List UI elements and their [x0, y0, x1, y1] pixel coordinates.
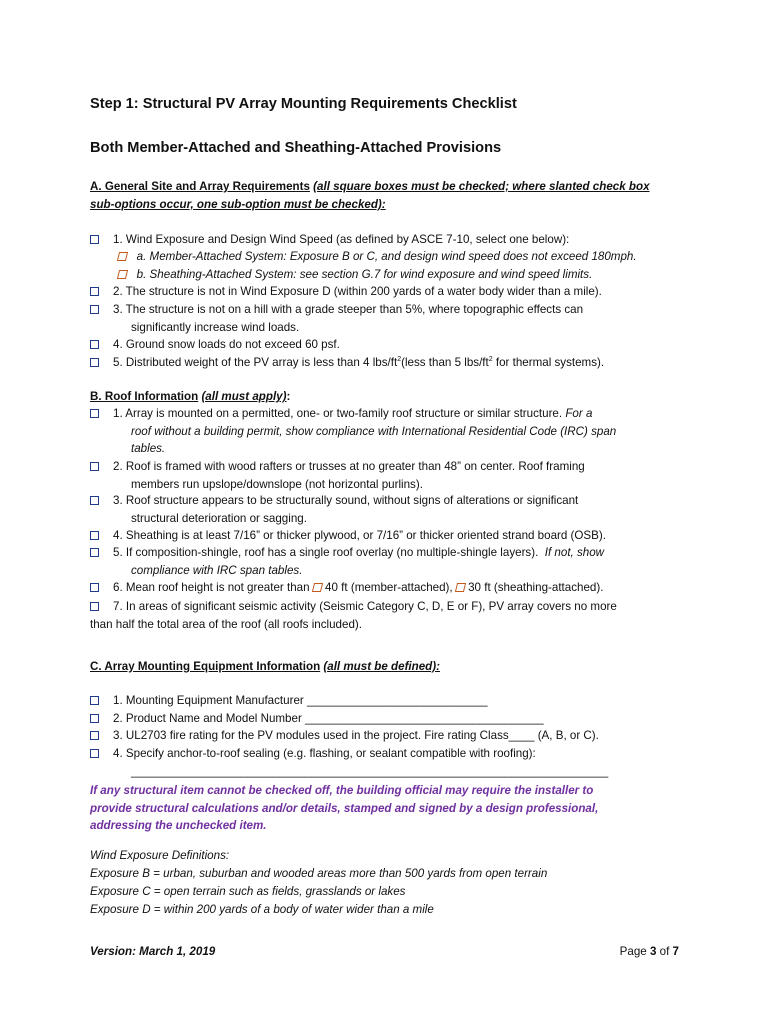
definitions-heading: Wind Exposure Definitions:: [90, 849, 230, 862]
checkbox[interactable]: [90, 235, 99, 244]
checklist-c4: 4. Specify anchor-to-roof sealing (e.g. flashing, or sealant compatible with roofing): __________________________________________________________________________: [90, 745, 690, 780]
checklist-b5: 5. If composition-shingle, roof has a single roof overlay (no multiple-shingle layers). If not, show compliance with IRC span tables.: [90, 544, 690, 579]
checklist-a5: 5. Distributed weight of the PV array is less than 4 lbs/$ft^2(less$ than 5 lbs/$ft^2$ for thermal systems).: [90, 354, 690, 372]
warning-text: If any structural item cannot be checked off, the building official may require the installer to provide structural calculations and/or details, stamped and signed by a design professional, addressing the unchecked item.: [90, 784, 599, 832]
checkbox[interactable]: [90, 583, 99, 592]
section-a-heading: A. General Site and Array Requirements (all square boxes must be checked; where slanted check box: [90, 180, 650, 193]
slanted-checkbox[interactable]: [312, 583, 323, 592]
checklist-c3: 3. UL2703 fire rating for the PV modules used in the project. Fire rating Class____ (A, B, or C).: [90, 727, 690, 745]
checkbox[interactable]: [90, 731, 99, 740]
checkbox[interactable]: [90, 696, 99, 705]
slanted-checkbox[interactable]: [117, 270, 128, 279]
slanted-checkbox[interactable]: [455, 583, 466, 592]
checkbox[interactable]: [90, 340, 99, 349]
checklist-b2: 2. Roof is framed with wood rafters or trusses at no greater than 48” on center. Roof framing members run upslope/downslope (not horizontal purlins).: [90, 458, 690, 493]
definition-exposure-c: Exposure C = open terrain such as fields, grasslands or lakes: [90, 885, 406, 898]
checklist-a2: 2. The structure is not in Wind Exposure D (within 200 yards of a water body wider than a mile).: [90, 283, 690, 301]
checklist-b7: 7. In areas of significant seismic activity (Seismic Category C, D, E or F), PV array covers no more than half the total area of the roof (all roofs included).: [90, 600, 617, 631]
checkbox[interactable]: [90, 496, 99, 505]
checklist-a1a: a. Member-Attached System: Exposure B or C, and design wind speed does not exceed 180mph.: [118, 248, 637, 266]
definition-exposure-d: Exposure D = within 200 yards of a body of water wider than a mile: [90, 903, 434, 916]
checklist-a1: 1. Wind Exposure and Design Wind Speed (as defined by ASCE 7-10, select one below):: [90, 231, 690, 249]
checkbox[interactable]: [90, 305, 99, 314]
section-a-note: sub-options occur, one sub-option must be checked):: [90, 198, 386, 211]
checklist-b3: 3. Roof structure appears to be structurally sound, without signs of alterations or significant structural deterioration or sagging.: [90, 492, 690, 527]
page-subtitle: Both Member-Attached and Sheathing-Attached Provisions: [90, 140, 502, 156]
checklist-b1: 1. Array is mounted on a permitted, one- or two-family roof structure or similar structure. For a roof without a building permit, show compliance with International Residential Code (IRC) span tables.: [90, 405, 690, 458]
checklist-a4: 4. Ground snow loads do not exceed 60 psf.: [90, 336, 690, 354]
section-c-heading: C. Array Mounting Equipment Information (all must be defined):: [90, 660, 440, 673]
answer-line: __________________________________________________________________________: [131, 764, 609, 778]
page-number: Page 3 of 7: [619, 945, 679, 958]
checkbox[interactable]: [90, 531, 99, 540]
checklist-a3: 3. The structure is not on a hill with a grade steeper than 5%, where topographic effects can significantly increase wind loads.: [90, 301, 690, 336]
section-b-heading: B. Roof Information (all must apply):: [90, 390, 291, 403]
checkbox[interactable]: [90, 749, 99, 758]
checkbox[interactable]: [90, 602, 99, 611]
checklist-b4: 4. Sheathing is at least 7/16” or thicker plywood, or 7/16” or thicker oriented strand board (OSB).: [90, 527, 690, 545]
definition-exposure-b: Exposure B = urban, suburban and wooded areas more than 500 yards from open terrain: [90, 867, 548, 880]
checklist-c2: 2. Product Name and Model Number _____________________________________: [90, 710, 690, 728]
slanted-checkbox[interactable]: [117, 252, 128, 261]
checklist-b6: 6. Mean roof height is not greater than 40 ft (member-attached), 30 ft (sheathing-attached).: [90, 579, 690, 597]
checklist-c1: 1. Mounting Equipment Manufacturer ____________________________: [90, 692, 690, 710]
version-label: Version: March 1, 2019: [90, 945, 216, 958]
checkbox[interactable]: [90, 409, 99, 418]
checkbox[interactable]: [90, 714, 99, 723]
checkbox[interactable]: [90, 462, 99, 471]
checklist-a1b: b. Sheathing-Attached System: see section G.7 for wind exposure and wind speed limits.: [118, 266, 592, 284]
checkbox[interactable]: [90, 287, 99, 296]
checkbox[interactable]: [90, 548, 99, 557]
checkbox[interactable]: [90, 358, 99, 367]
page-title: Step 1: Structural PV Array Mounting Requirements Checklist: [90, 96, 517, 112]
